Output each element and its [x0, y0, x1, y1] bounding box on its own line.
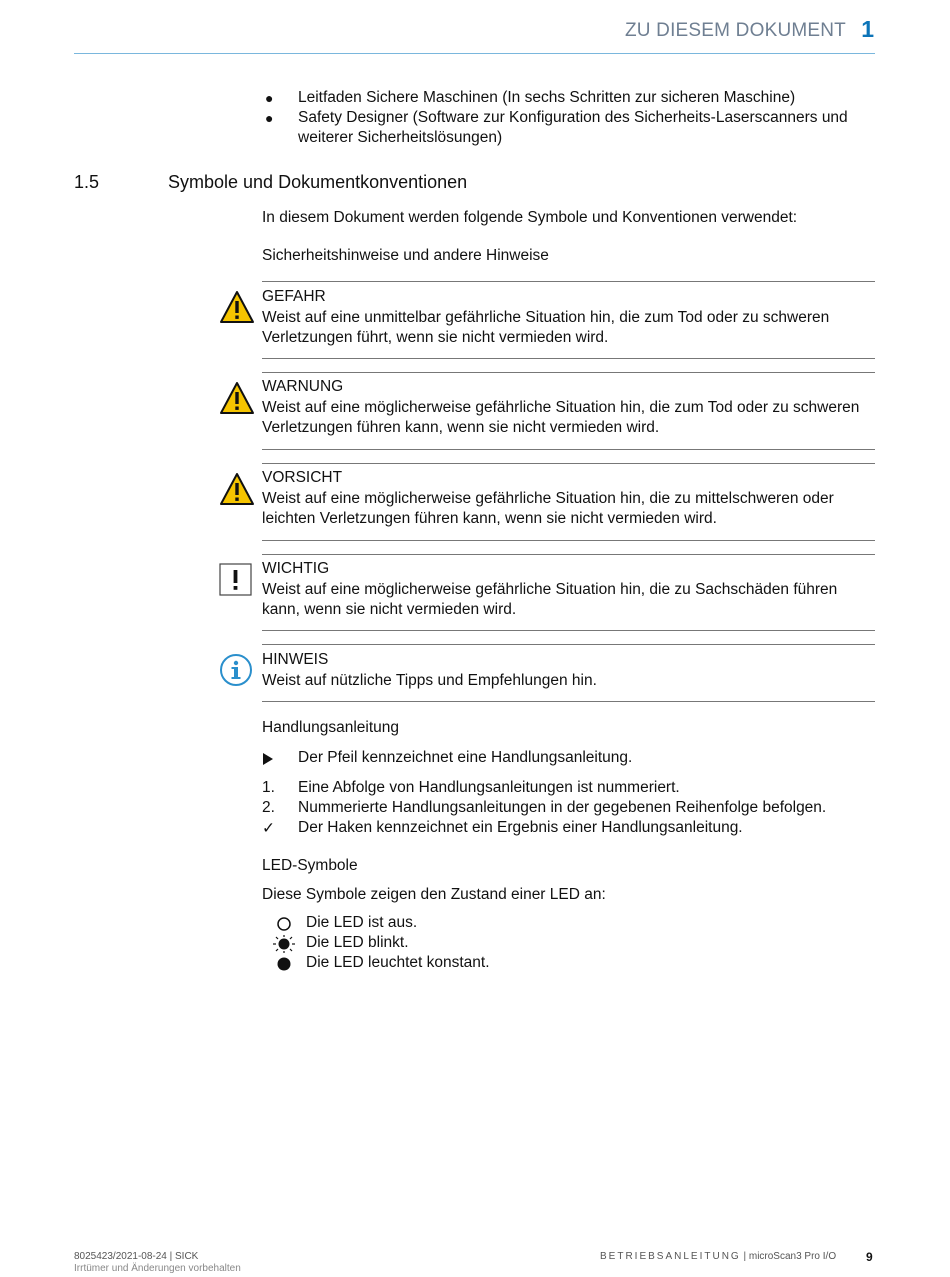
instructions-heading: Handlungsanleitung: [262, 719, 400, 736]
warning-triangle-icon: [219, 472, 255, 506]
footer-disclaimer: Irrtümer und Änderungen vorbehalten: [74, 1263, 241, 1274]
led-heading: LED-Symbole: [262, 857, 358, 874]
footer-docref: 8025423/2021-08-24 | SICK: [74, 1251, 199, 1262]
safety-notes-heading: Sicherheitshinweise und andere Hinweise: [262, 247, 549, 264]
step-marker: 1.: [262, 779, 275, 796]
note-text: Weist auf eine unmittelbar gefährliche Situation hin, die zum Tod oder zu schweren Verletzungen führt, wenn sie nicht vermieden wird.: [262, 309, 830, 346]
step-text: Der Haken kennzeichnet ein Ergebnis einer Handlungsanleitung.: [298, 819, 743, 836]
exclamation-box-icon: [219, 563, 252, 596]
note-rule: [262, 372, 875, 373]
chapter-title: ZU DIESEM DOKUMENT: [624, 20, 846, 41]
bullet-icon: ●: [265, 90, 274, 106]
section-title: Symbole und Dokumentkonventionen: [168, 172, 468, 192]
led-on-icon: [272, 954, 296, 974]
header-rule: [74, 53, 875, 54]
warning-triangle-icon: [219, 381, 255, 415]
note-rule: [262, 554, 875, 555]
section-intro: In diesem Dokument werden folgende Symbole und Konventionen verwendet:: [262, 209, 798, 226]
note-label: WARNUNG: [262, 378, 344, 395]
bullet-icon: ●: [265, 110, 274, 126]
arrow-right-icon: [263, 753, 273, 765]
footer-doc-type: BETRIEBSANLEITUNG: [600, 1251, 741, 1262]
list-item: Safety Designer (Software zur Konfiguration des Sicherheits-Laserscanners und weiterer Sicherheitslösungen): [298, 109, 848, 146]
note-label: VORSICHT: [262, 469, 343, 486]
note-rule: [262, 701, 875, 702]
note-text: Weist auf eine möglicherweise gefährliche Situation hin, die zum Tod oder zu schweren Verletzungen führen kann, wenn sie nicht vermieden wird.: [262, 399, 860, 436]
check-icon: ✓: [262, 819, 275, 837]
step-text: Nummerierte Handlungsanleitungen in der gegebenen Reihenfolge befolgen.: [298, 799, 827, 816]
section-number: 1.5: [74, 172, 100, 192]
led-intro: Diese Symbole zeigen den Zustand einer LED an:: [262, 886, 606, 903]
note-rule: [262, 463, 875, 464]
warning-triangle-icon: [219, 290, 255, 324]
note-text: Weist auf eine möglicherweise gefährliche Situation hin, die zu mittelschweren oder leichten Verletzungen führen kann, wenn sie nicht vermieden wird.: [262, 490, 834, 527]
page-number: 9: [866, 1250, 873, 1264]
note-rule: [262, 630, 875, 631]
note-text: Weist auf nützliche Tipps und Empfehlungen hin.: [262, 672, 597, 689]
step-marker: 2.: [262, 799, 275, 816]
led-item: Die LED ist aus.: [306, 914, 418, 931]
note-label: GEFAHR: [262, 288, 326, 305]
footer-product-name: | microScan3 Pro I/O: [740, 1251, 837, 1262]
note-label: WICHTIG: [262, 560, 330, 577]
footer-product: [600, 1251, 836, 1262]
arrow-instruction: Der Pfeil kennzeichnet eine Handlungsanleitung.: [298, 749, 633, 766]
led-item: Die LED leuchtet konstant.: [306, 954, 490, 971]
note-rule: [262, 644, 875, 645]
led-off-icon: [272, 914, 296, 934]
chapter-number: 1: [861, 16, 874, 42]
info-circle-icon: [219, 653, 253, 687]
led-item: Die LED blinkt.: [306, 934, 409, 951]
note-rule: [262, 449, 875, 450]
note-text: Weist auf eine möglicherweise gefährliche Situation hin, die zu Sachschäden führen kann, wenn sie nicht vermieden wird.: [262, 581, 838, 618]
list-item: Leitfaden Sichere Maschinen (In sechs Schritten zur sicheren Maschine): [298, 89, 796, 106]
led-blinking-icon: [272, 934, 296, 954]
note-label: HINWEIS: [262, 651, 329, 668]
note-rule: [262, 358, 875, 359]
note-rule: [262, 281, 875, 282]
note-rule: [262, 540, 875, 541]
step-text: Eine Abfolge von Handlungsanleitungen ist nummeriert.: [298, 779, 680, 796]
